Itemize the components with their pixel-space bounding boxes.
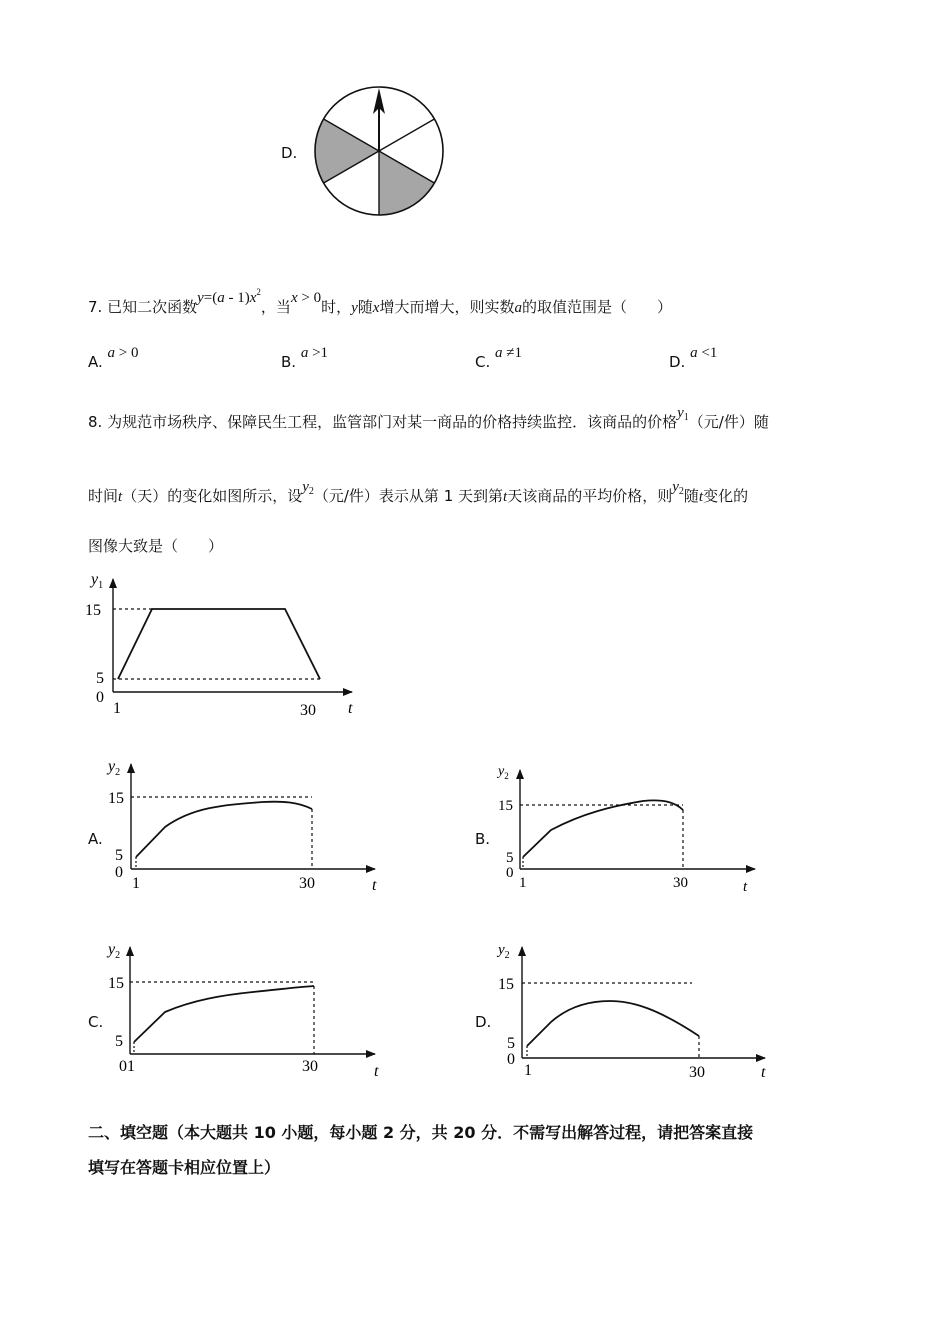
x-tick-30: 30 — [300, 702, 316, 719]
svg-text:15: 15 — [498, 976, 514, 993]
svg-text:y2: $y_2$ — [498, 764, 509, 781]
svg-text:t: t — [761, 1064, 766, 1081]
section-2-heading-line-2: 填写在答题卡相应位置上） — [88, 1158, 281, 1177]
svg-text:0: 0 — [506, 865, 514, 881]
svg-text:30: 30 — [673, 875, 688, 891]
svg-text:15: 15 — [108, 975, 124, 992]
svg-text:5: 5 — [507, 1035, 515, 1052]
question-7: 7. 已知二次函数$y=(a - 1)x^2$，当x > 0时，y随x增大而增大，则实数a的取值范围是（ ） — [88, 287, 672, 316]
answer-graph-b[interactable] — [493, 758, 763, 898]
section-2-heading-line-1: 二、填空题（本大题共 10 小题，每小题 2 分，共 20 分．不需写出解答过程，请把答案直接 — [88, 1123, 754, 1142]
q7-option-a[interactable]: A. a > 0 — [88, 345, 139, 371]
q8-option-b-label[interactable]: B. — [475, 830, 491, 848]
answer-graph-d[interactable] — [493, 935, 783, 1083]
y-tick-5: 5 — [96, 670, 104, 687]
svg-text:01: 01 — [119, 1058, 135, 1075]
svg-text:30: 30 — [299, 875, 315, 892]
svg-text:15: 15 — [108, 790, 124, 807]
svg-text:30: 30 — [689, 1064, 705, 1081]
svg-text:1: 1 — [132, 875, 140, 892]
q8-option-c-label[interactable]: C. — [88, 1013, 104, 1031]
q7-option-c[interactable]: C. a ≠1 — [475, 345, 523, 371]
question-8-line-3: 图像大致是（ ） — [88, 537, 224, 555]
answer-graph-c[interactable] — [103, 935, 393, 1083]
q8-option-d-label[interactable]: D. — [475, 1013, 492, 1031]
x-tick-1: 1 — [113, 700, 121, 717]
spinner-wheel — [312, 84, 446, 218]
svg-text:0: 0 — [115, 864, 123, 881]
svg-text:1: 1 — [524, 1062, 532, 1079]
svg-text:1: 1 — [519, 875, 527, 891]
option-label-d-spinner: D. — [281, 144, 298, 162]
svg-text:t: t — [372, 877, 377, 894]
svg-text:t: t — [743, 879, 748, 895]
q7-option-b[interactable]: B. a >1 — [281, 345, 329, 371]
svg-text:5: 5 — [115, 1033, 123, 1050]
y-tick-15: 15 — [85, 602, 101, 619]
svg-text:5: 5 — [115, 847, 123, 864]
price-curve — [118, 609, 320, 679]
svg-text:0: 0 — [507, 1051, 515, 1068]
question-8-line-2: 时间t（天）的变化如图所示，设$y_2$（元/件）表示从第 1 天到第t天该商品的平均价格，则$y_2$随t变化的 — [88, 479, 749, 505]
svg-text:30: 30 — [302, 1058, 318, 1075]
curve-a — [136, 802, 312, 857]
svg-text:t: t — [374, 1063, 379, 1080]
svg-text:y2: $y_2$ — [108, 941, 121, 961]
svg-text:5: 5 — [506, 850, 514, 866]
x-axis-label: t — [348, 700, 353, 717]
origin-label: 0 — [96, 689, 104, 706]
svg-text:15: 15 — [498, 798, 513, 814]
q8-option-a-label[interactable]: A. — [88, 830, 103, 848]
svg-text:y2: $y_2$ — [498, 942, 510, 961]
y-axis-label: $y_1$ — [91, 571, 104, 591]
curve-d — [527, 1001, 699, 1046]
answer-graph-a[interactable] — [103, 752, 393, 897]
q7-option-d[interactable]: D. a <1 — [669, 345, 718, 371]
curve-c — [134, 986, 314, 1042]
svg-text:y2: $y_2$ — [108, 758, 121, 778]
price-graph-y1 — [80, 565, 370, 720]
question-8-line-1: 8. 为规范市场秩序、保障民生工程，监管部门对某一商品的价格持续监控．该商品的价格$y_1$（元/件）随 — [88, 405, 769, 431]
spinner-shaded-sector-left — [315, 119, 379, 183]
curve-b — [523, 800, 683, 857]
spinner-shaded-sector-bottom — [379, 151, 434, 215]
